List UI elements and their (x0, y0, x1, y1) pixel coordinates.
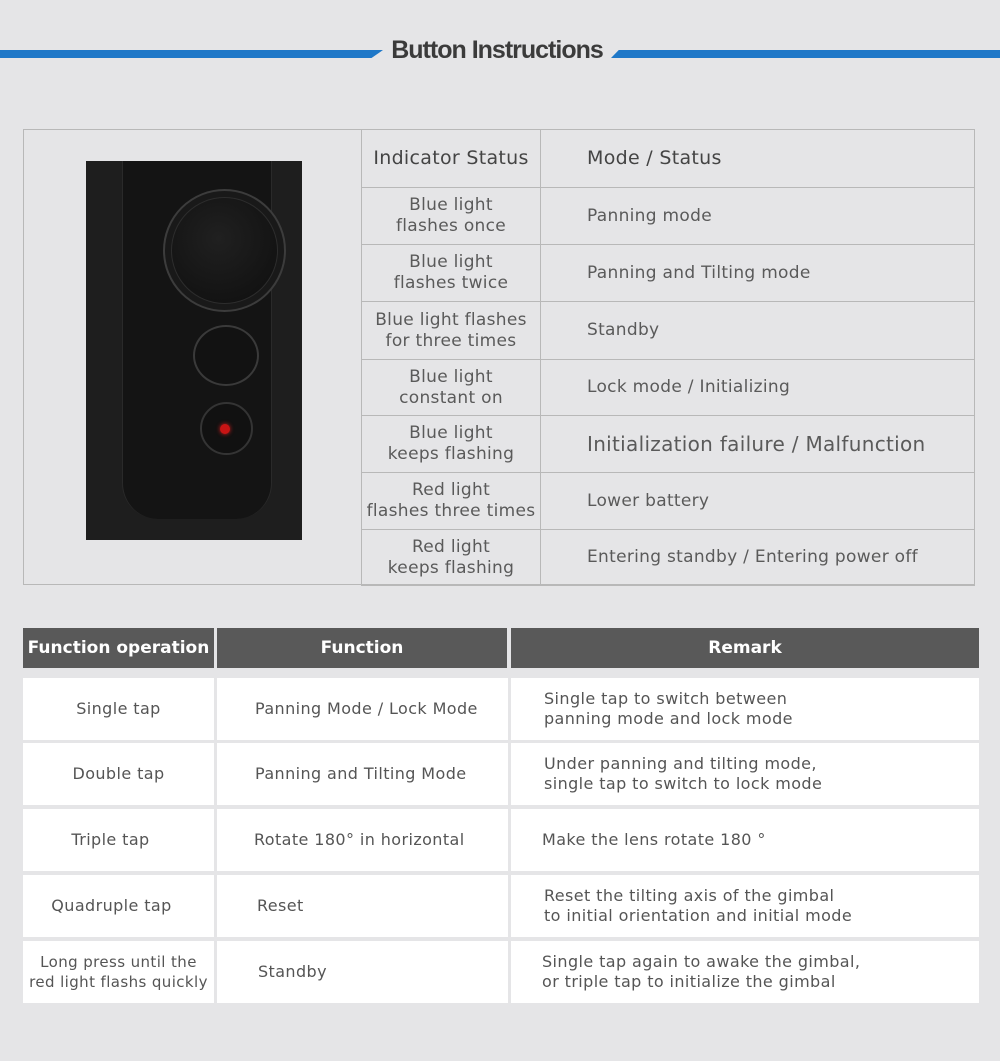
column-divider (214, 743, 217, 805)
indicator-mode-cell: Panning mode (541, 188, 975, 245)
operation-line: Quadruple tap (51, 896, 172, 915)
remark-line: Reset the tilting axis of the gimbal (544, 886, 835, 905)
indicator-status-cell (362, 302, 541, 360)
column-divider (508, 678, 511, 740)
operation-cell (23, 743, 214, 805)
header-bar-left (0, 50, 383, 58)
function-cell: Standby (258, 962, 327, 981)
remark-line: single tap to switch to lock mode (544, 774, 823, 793)
indicator-status-cell (362, 188, 541, 245)
operation-line: Long press until the (40, 953, 197, 971)
status-line: Blue light (409, 252, 493, 272)
remark-cell (542, 941, 974, 1003)
indicator-status-cell (362, 245, 541, 302)
status-line: Red light (411, 536, 491, 557)
status-line: Blue light (409, 366, 493, 387)
page-title: Button Instructions (391, 36, 603, 64)
operation-line: Single tap (76, 699, 161, 718)
status-line: constant on (399, 387, 503, 408)
function-header-remark: Remark (511, 628, 979, 668)
indicator-header-status: Indicator Status (362, 130, 541, 188)
remark-line: Single tap to switch between (544, 689, 788, 708)
device-body (122, 161, 272, 519)
status-line: keeps flashing (387, 557, 515, 578)
status-line: Blue light (409, 423, 493, 443)
column-divider (214, 678, 217, 740)
status-line: Blue light (409, 195, 493, 215)
column-divider (508, 743, 511, 805)
status-line: Red light (411, 480, 491, 500)
indicator-status-cell (362, 473, 541, 530)
indicator-status-cell (362, 360, 541, 416)
operation-line: Triple tap (71, 830, 150, 849)
indicator-mode-cell: Entering standby / Entering power off (541, 530, 975, 586)
remark-cell (544, 678, 974, 740)
status-line: flashes three times (366, 501, 536, 521)
status-line: flashes twice (393, 273, 509, 293)
remark-line: panning mode and lock mode (544, 709, 793, 728)
remark-line: Single tap again to awake the gimbal, (542, 952, 861, 971)
table-row (23, 678, 979, 740)
operation-cell (23, 941, 214, 1003)
indicator-mode-cell: Initialization failure / Malfunction (541, 416, 975, 473)
main-button-image (163, 189, 286, 312)
remark-line: or triple tap to initialize the gimbal (542, 972, 836, 991)
table-row (23, 941, 979, 1003)
function-cell: Reset (257, 896, 304, 915)
column-divider (508, 809, 511, 871)
indicator-mode-cell: Panning and Tilting mode (541, 245, 975, 302)
gimbal-button-photo (86, 161, 302, 540)
column-divider (214, 875, 217, 937)
column-divider (214, 941, 217, 1003)
indicator-status-cell (362, 416, 541, 473)
red-led-icon (220, 424, 230, 434)
remark-line: Under panning and tilting mode, (544, 754, 817, 773)
status-line: flashes once (395, 216, 507, 236)
column-divider (508, 941, 511, 1003)
indicator-header-mode: Mode / Status (541, 130, 975, 188)
indicator-status-cell (362, 530, 541, 586)
table-row (23, 809, 979, 871)
operation-cell (23, 809, 198, 871)
indicator-mode-cell: Standby (541, 302, 975, 360)
function-button-image (193, 325, 259, 386)
indicator-light-image (200, 402, 253, 455)
remark-line: Make the lens rotate 180 ° (542, 830, 766, 849)
indicator-mode-cell: Lock mode / Initializing (541, 360, 975, 416)
table-row (23, 875, 979, 937)
header-bar-right (611, 50, 1000, 58)
remark-cell (542, 809, 972, 871)
operation-cell (23, 678, 214, 740)
remark-cell (544, 875, 974, 937)
operation-line: Double tap (72, 764, 165, 783)
operation-line: red light flashs quickly (29, 973, 208, 991)
column-divider (214, 809, 217, 871)
table-row (23, 743, 979, 805)
function-header-operation: Function operation (23, 628, 214, 668)
function-cell: Rotate 180° in horizontal (254, 830, 465, 849)
operation-cell (23, 875, 200, 937)
status-line: keeps flashing (387, 444, 515, 464)
function-cell: Panning Mode / Lock Mode (255, 699, 478, 718)
indicator-table (361, 129, 975, 586)
remark-cell (544, 743, 974, 805)
column-divider (508, 875, 511, 937)
function-header-function: Function (217, 628, 507, 668)
status-line: Blue light flashes (375, 309, 527, 330)
indicator-mode-cell: Lower battery (541, 473, 975, 530)
page-header (0, 28, 1000, 84)
function-cell: Panning and Tilting Mode (255, 764, 467, 783)
remark-line: to initial orientation and initial mode (544, 906, 853, 925)
status-line: for three times (385, 330, 517, 351)
